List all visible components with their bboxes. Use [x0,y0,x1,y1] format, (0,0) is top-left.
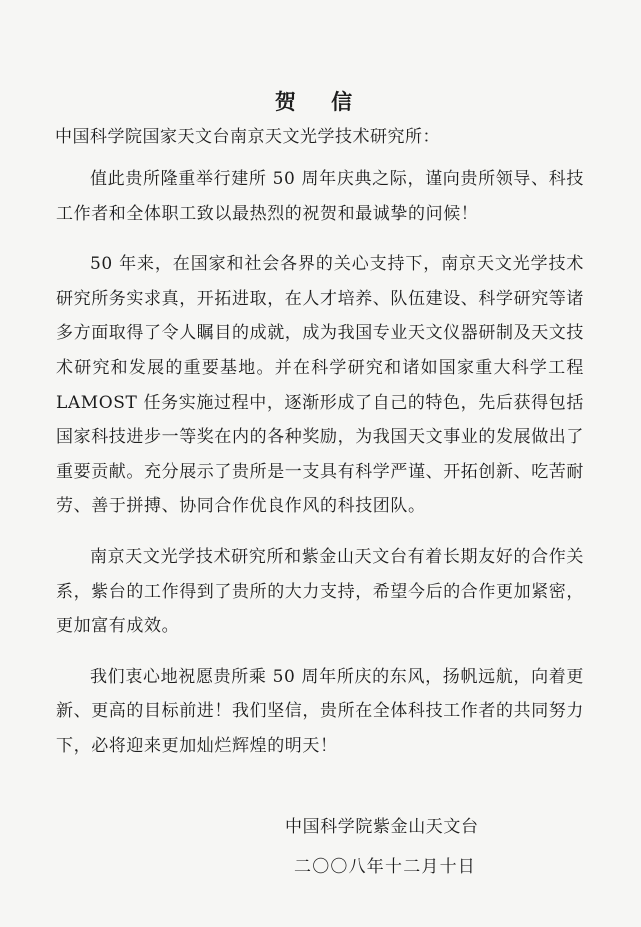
letter-date: 二〇〇八年十二月十日 [294,857,476,877]
paragraph-greeting: 值此贵所隆重举行建所 50 周年庆典之际，谨向贵所领导、科技工作者和全体职工致以最热烈的祝贺和最诚挚的问候！ [56,169,584,224]
paragraph-achievements: 50 年来，在国家和社会各界的关心支持下，南京天文光学技术研究所务实求真，开拓进取，在人才培养、队伍建设、科学研究等诸多方面取得了令人瞩目的成就，成为我国专业天文仪器研制及天文技术研究和发展的重要基地。并在科学研究和诸如国家重大科学工程 LAMOST 任务实施过程中，逐渐形成了自己的特色，先后获得包括国家科技进步一等奖在内的各种奖励，为我国天文事业的发展做出了重要贡献。充分展示了贵所是一支具有科学严谨、开拓创新、吃苦耐劳、善于拼搏、协同合作优良作风的科技团队。 [56,254,584,517]
letter-body [56,162,584,780]
letter-signature: 中国科学院紫金山天文台 [285,817,479,837]
letter-title: 贺 信 [274,89,367,114]
paragraph-cooperation: 南京天文光学技术研究所和紫金山天文台有着长期友好的合作关系，紫台的工作得到了贵所的大力支持，希望今后的合作更加紧密，更加富有成效。 [56,546,584,637]
paragraph-wishes: 我们衷心地祝愿贵所乘 50 周年所庆的东风，扬帆远航，向着更新、更高的目标前进！我们坚信，贵所在全体科技工作者的共同努力下，必将迎来更加灿烂辉煌的明天！ [56,666,584,756]
letter-salutation: 中国科学院国家天文台南京天文光学技术研究所： [55,127,440,147]
